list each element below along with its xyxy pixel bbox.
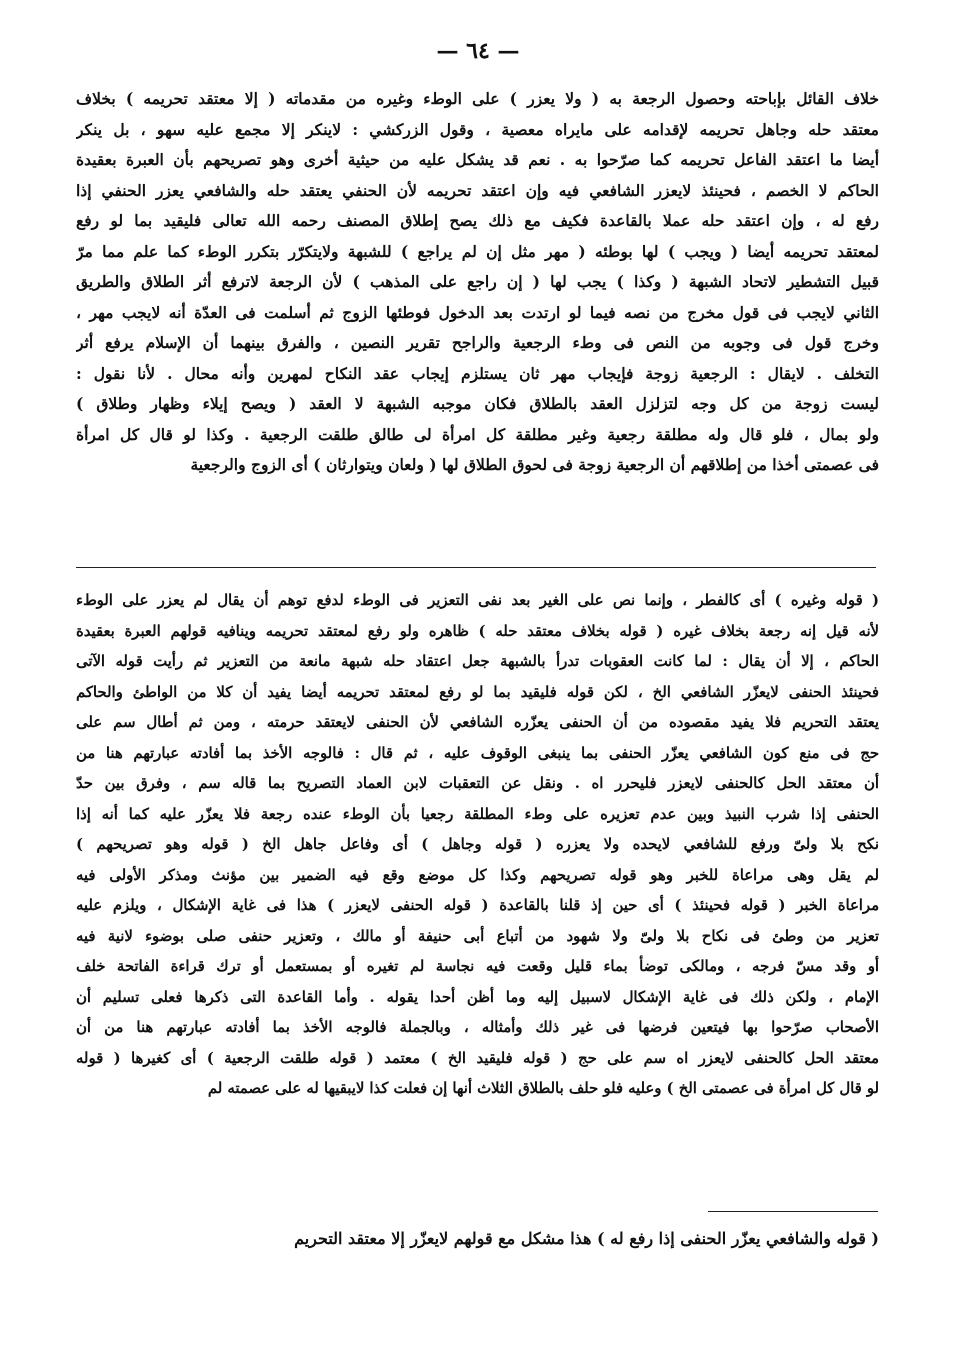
text-separator-line: [76, 567, 876, 568]
commentary-line: الحاكم ، إلا أن يقال : لما كانت العقوبات تدرأ بالشبهة جعل اعتقاد حله شبهة مانعة من التعزير ثم رأيت قوله الآتى: [76, 653, 879, 670]
commentary-line: أن معتقد الحل كالحنفى لايعزر فليحرر اه . ونقل عن التعقبات لابن العماد التصريح بما قاله سم ، وفرق بين حدّ: [76, 775, 879, 792]
main-text-line: لمعتقد تحريمه أيضا ( ويجب ) لها بوطئه ( مهر مثل إن لم يراجع ) للشبهة ولايتكرّر بتكرر الوطء كما علم مما مرّ: [76, 241, 879, 261]
main-text-line: خلاف القائل بإباحته وحصول الرجعة به ( ولا يعزر ) على الوطء وغيره من مقدماته ( إلا معتقد تحريمه ) بخلاف: [76, 89, 879, 108]
main-text-line: ولو بمال ، فلو قال وله مطلقة رجعية وغير مطلقة كل امرأة لى طالق طلقت الرجعية . وكذا لو قال كل امرأة: [76, 424, 879, 444]
main-text-body: [76, 84, 879, 481]
commentary-line: لو قال كل امرأة فى عصمتى الخ ) وعليه فلو حلف بالطلاق الثلاث أنها إن فعلت كذا لايبقيها له على عصمته لم: [207, 1080, 879, 1097]
commentary-line: معتقد الحل كالحنفى لايعزر اه سم على حج ( قوله فليقيد الخ ) معتمد ( قوله طلقت الرجعية ) أى كغيرها ( قوله: [76, 1049, 879, 1067]
main-text-line: الحاكم لا الخصم ، فحينئذ لايعزر الشافعي فيه وإن اعتقد تحريمه لأن الحنفي يعتقد حله والشافعي يعزر الحنفي إذا: [76, 180, 879, 200]
commentary-line: الحنفى إذا شرب النبيذ وبين عدم تعزيره على وطء المطلقة رجعيا بأن الوطء عنده رجعة فلا يعزّر عليه كما أنه إذا: [76, 805, 879, 823]
main-text-line: وخرج قول فى وجوبه من النص فى وطء الرجعية والراجح تقرير النصين ، والفرق بينهما أن الإسلام يرفع أثر: [76, 333, 879, 352]
commentary-line: ( قوله وغيره ) أى كالفطر ، وإنما نص على الغير بعد نفى التعزير فى الوطء لدفع توهم أن يقال لم يعزر على الوطء: [76, 592, 879, 609]
main-text-line: فى عصمتى أخذا من إطلاقهم أن الرجعية زوجة فى لحوق الطلاق لها ( ولعان ويتوارثان ) أى الزوج والرجعية: [190, 455, 879, 474]
footnote-line: ( قوله والشافعي يعزّر الحنفى إذا رفع له ) هذا مشكل مع قولهم لايعزّر إلا معتقد التحريم: [294, 1229, 879, 1248]
commentary-line: يعتقد التحريم فلا يفيد مقصوده من أن الحنفى يعزّره الشافعي لأن الحنفى لايعتقد حرمته ، ومن ثم أطال سم على: [76, 714, 879, 731]
commentary-line: فحينئذ الحنفى لايعزّر الشافعي الخ ، لكن قوله فليقيد بما لو رفع لمعتقد تحريمه أيضا يفيد أن كلا من الواطئ والحاكم: [76, 683, 879, 701]
main-text-line: ليست زوجة من كل وجه لتزلزل العقد بالطلاق فكان موجبه الشبهة لا العقد ( ويصح إيلاء وظهار وطلاق ): [76, 394, 879, 413]
main-text-line: الثاني لايجب فى قول مخرج من نصه فيما لو ارتدت بعد الدخول فوطئها الزوج ثم أسلمت فى العدّة أنه لايجب مهر ،: [76, 302, 879, 322]
commentary-line: تعزير من وطئ فى نكاح بلا ولىّ ولا شهود من أتباع أبى حنيفة أو مالك ، وتعزير حنفى صلى بوضوء لانية فيه: [76, 927, 879, 945]
main-text-line: قبيل التشطير لاتحاد الشبهة ( وكذا ) يجب لها ( إن راجع على المذهب ) لأن الرجعة لاترفع أثر الطلاق والطريق: [76, 272, 879, 291]
commentary-line: أو وقد مسّ فرجه ، ومالكى توضأ بماء قليل وقعت فيه نجاسة لم تغيره أو بمستعمل أو ترك قراءة الفاتحة خلف: [76, 958, 879, 975]
main-text-line: التخلف . لايقال : الرجعية زوجة فإيجاب مهر ثان يستلزم إيجاب عقد النكاح لمهرين وأنه محال . لأنا نقول :: [76, 363, 879, 383]
footnote-separator-line: [708, 1211, 878, 1212]
commentary-line: لم يقل وهى مراعاة للخبر وهو قوله تصريحهم وكذا كل موضع وقع فيه الضمير بين مؤنث ومذكر الأولى فيه: [76, 866, 879, 884]
commentary-line: لأنه قيل إنه رجعة بخلاف غيره ( قوله بخلاف معتقد حله ) ظاهره ولو رفع لمعتقد تحريمه وينافيه قولهم العبرة بعقيدة: [76, 622, 879, 640]
main-text-line: معتقد حله وجاهل تحريمه لإقدامه على مايراه معصية ، وقول الزركشي : لاينكر إلا مجمع عليه سهو ، بل ينكر: [76, 119, 879, 139]
page-number: — ٦٤ —: [436, 38, 520, 64]
footnote-body: [76, 1224, 879, 1255]
commentary-line: الإمام ، ولكن ذلك فى غاية الإشكال لاسبيل إليه وما أظن أحدا يقوله . وأما القاعدة التى ذكرها فعلى تسليم أن: [76, 988, 879, 1006]
main-text-line: رفع له ، وإن اعتقد حله عملا بالقاعدة فكيف مع ذلك يصح إطلاق المصنف رحمه الله تعالى فليقيد بما لو رفع: [76, 211, 879, 230]
main-text-line: أيضا ما اعتقد الفاعل تحريمه كما صرّحوا به . نعم قد يشكل عليه من حيثية أخرى وهو تصريحهم بأن العبرة بعقيدة: [76, 150, 879, 169]
commentary-body: [76, 586, 879, 1105]
commentary-line: الأصحاب صرّحوا بها فيتعين فرضها فى غير ذلك وأمثاله ، وبالجملة فالوجه الأخذ بما أفادته عبارتهم هنا من أن: [76, 1019, 879, 1036]
commentary-line: مراعاة الخبر ( قوله فحينئذ ) أى حين إذ قلنا بالقاعدة ( قوله الحنفى لايعزر ) هذا فى غاية الإشكال ، ويلزم عليه: [76, 897, 879, 914]
commentary-line: نكح بلا ولىّ ورفع للشافعي لايحده ولا يعزره ( قوله وجاهل ) أى وفاعل جاهل الخ ( قوله وهو تصريحهم ): [76, 836, 879, 853]
commentary-line: حج فى منع كون الشافعي يعزّر الحنفى بما ينبغى الوقوف عليه ، ثم قال : فالوجه الأخذ بما أفادته عبارتهم هنا من: [76, 744, 879, 762]
